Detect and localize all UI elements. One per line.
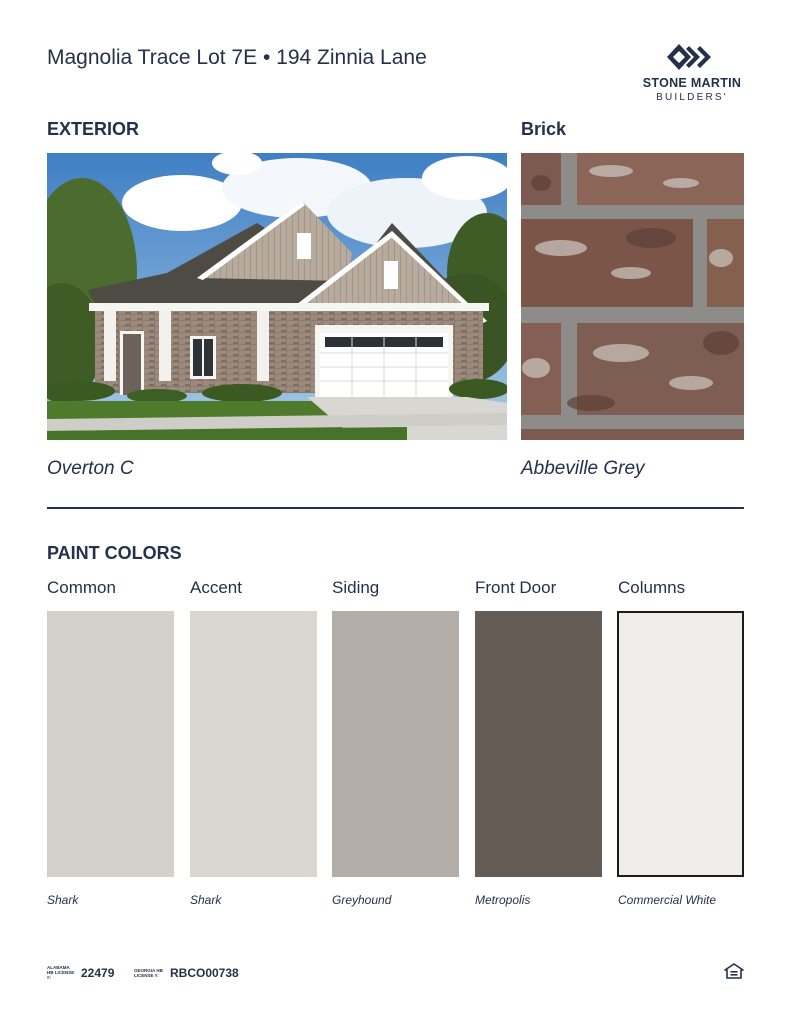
swatch-color-name: Commercial White (618, 893, 717, 907)
license-label: GEORGIA HB LICENSE #: (134, 967, 163, 978)
swatch-color-name: Metropolis (475, 893, 531, 907)
color-swatch (190, 611, 317, 877)
plan-name: Overton C (47, 458, 134, 479)
stone-martin-logo (636, 42, 748, 104)
swatch-category: Columns (618, 578, 686, 597)
swatch-color-name: Shark (47, 893, 79, 907)
equal-housing-icon (724, 963, 744, 979)
house-rendering (47, 153, 507, 440)
color-swatch (617, 611, 744, 877)
swatch-category: Common (47, 578, 116, 597)
brick-name: Abbeville Grey (521, 458, 645, 479)
exterior-heading: EXTERIOR (47, 119, 140, 139)
swatch-category: Front Door (475, 578, 557, 597)
logo-line1: STONE MARTIN (642, 76, 742, 90)
swatch-color-name: Shark (190, 893, 222, 907)
color-swatch (475, 611, 602, 877)
swatch-category: Accent (190, 578, 242, 597)
license-number: RBCO00738 (170, 965, 239, 980)
section-divider (47, 507, 744, 509)
license-georgia (134, 964, 239, 982)
page-title: Magnolia Trace Lot 7E • 194 Zinnia Lane (47, 46, 427, 69)
swatch-color-name: Greyhound (332, 893, 392, 907)
chevron-diamond-logo-icon (667, 42, 717, 72)
brick-heading: Brick (521, 119, 567, 139)
logo-line2: BUILDERS' (656, 92, 728, 103)
color-swatch (47, 611, 174, 877)
license-alabama (47, 964, 114, 982)
paint-colors-heading: PAINT COLORS (47, 543, 182, 563)
brick-texture (521, 153, 744, 440)
swatch-category: Siding (332, 578, 380, 597)
color-swatch (332, 611, 459, 877)
license-label: ALABAMA HB LICENSE #: (47, 965, 75, 981)
license-number: 22479 (81, 965, 115, 980)
